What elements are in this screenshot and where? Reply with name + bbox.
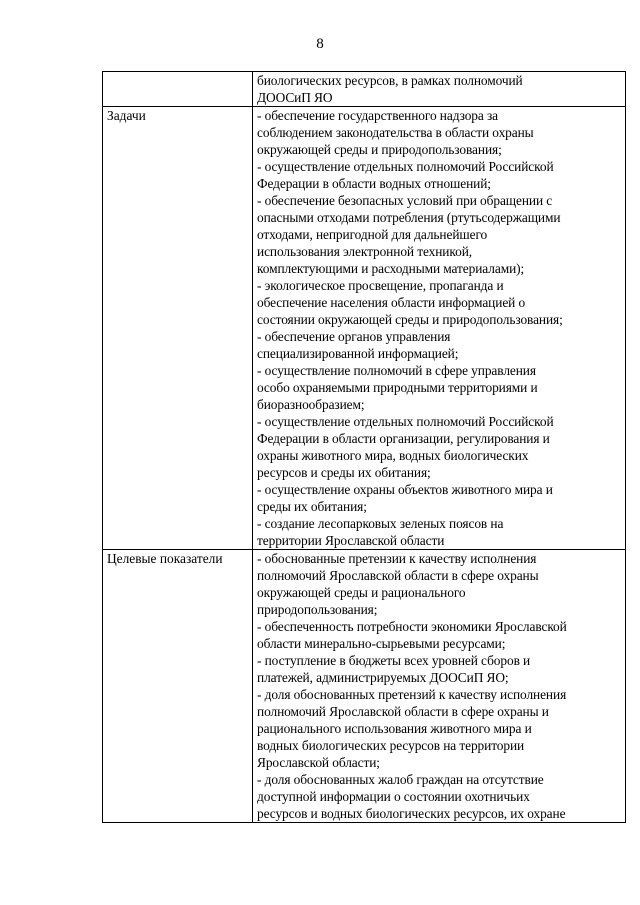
text-line: специализированной информацией; — [257, 346, 459, 361]
text-line: ресурсов и среды их обитания; — [257, 465, 431, 480]
row-label: Задачи — [107, 108, 146, 123]
text-line: платежей, администрируемых ДООСиП ЯО; — [257, 670, 509, 685]
row-value-cell — [253, 107, 626, 550]
row-label-cell — [103, 107, 253, 550]
text-line: - обеспеченность потребности экономики Ярославской — [257, 619, 567, 634]
text-line: состоянии окружающей среды и природопользования; — [257, 312, 563, 327]
text-line: окружающей среды и рационального — [257, 585, 466, 600]
text-line: рационального использования животного мира и — [257, 721, 532, 736]
page-number: 8 — [316, 36, 324, 52]
text-line: доступной информации о состоянии охотничьих — [257, 789, 530, 804]
text-line: - обеспечение органов управления — [257, 329, 451, 344]
text-line: комплектующими и расходными материалами); — [257, 261, 525, 276]
text-line: особо охраняемыми природными территориями и — [257, 380, 538, 395]
row-value-cell — [253, 550, 626, 823]
text-line: среды их обитания; — [257, 499, 367, 514]
text-line: ресурсов и водных биологических ресурсов, их охране — [257, 806, 566, 821]
row-label-cell — [103, 550, 253, 823]
text-line: - экологическое просвещение, пропаганда и — [257, 278, 504, 293]
row-label-cell — [103, 72, 253, 107]
text-line: - обоснованные претензии к качеству исполнения — [257, 551, 537, 566]
text-line: природопользования; — [257, 602, 378, 617]
text-line: обеспечение населения области информацией о — [257, 295, 526, 310]
text-line: соблюдением законодательства в области охраны — [257, 125, 534, 140]
text-line: отходами, непригодной для дальнейшего — [257, 227, 488, 242]
text-line: биоразнообразием; — [257, 397, 365, 412]
text-line: - осуществление охраны объектов животного мира и — [257, 482, 553, 497]
text-line: - доля обоснованных претензий к качеству исполнения — [257, 687, 567, 702]
table-row — [103, 550, 626, 823]
text-line: - осуществление полномочий в сфере управления — [257, 363, 536, 378]
text-line: Федерации в области организации, регулирования и — [257, 431, 550, 446]
text-line: - обеспечение безопасных условий при обращении с — [257, 193, 553, 208]
table-row — [103, 72, 626, 107]
text-line: Ярославской области; — [257, 755, 380, 770]
text-line: - осуществление отдельных полномочий Российской — [257, 159, 554, 174]
text-line: использования электронной техникой, — [257, 244, 473, 259]
text-line: биологических ресурсов, в рамках полномочий — [257, 73, 523, 88]
text-line: окружающей среды и природопользования; — [257, 142, 502, 157]
text-line: - поступление в бюджеты всех уровней сборов и — [257, 653, 531, 668]
text-line: ДООСиП ЯО — [257, 90, 333, 105]
passport-table — [102, 71, 626, 823]
text-line: - обеспечение государственного надзора за — [257, 108, 499, 123]
text-line: - доля обоснованных жалоб граждан на отсутствие — [257, 772, 544, 787]
text-line: области минерально-сырьевыми ресурсами; — [257, 636, 506, 651]
text-line: опасными отходами потребления (ртутьсодержащими — [257, 210, 561, 225]
text-line: - создание лесопарковых зеленых поясов на — [257, 516, 504, 531]
row-value-cell — [253, 72, 626, 107]
text-line: Федерации в области водных отношений; — [257, 176, 491, 191]
text-line: - осуществление отдельных полномочий Российской — [257, 414, 554, 429]
text-line: полномочий Ярославской области в сфере охраны — [257, 568, 539, 583]
row-label: Целевые показатели — [107, 551, 223, 566]
text-line: охраны животного мира, водных биологических — [257, 448, 529, 463]
text-line: полномочий Ярославской области в сфере охраны и — [257, 704, 549, 719]
text-line: территории Ярославской области — [257, 533, 445, 548]
text-line: водных биологических ресурсов на территории — [257, 738, 525, 753]
table-row — [103, 107, 626, 550]
